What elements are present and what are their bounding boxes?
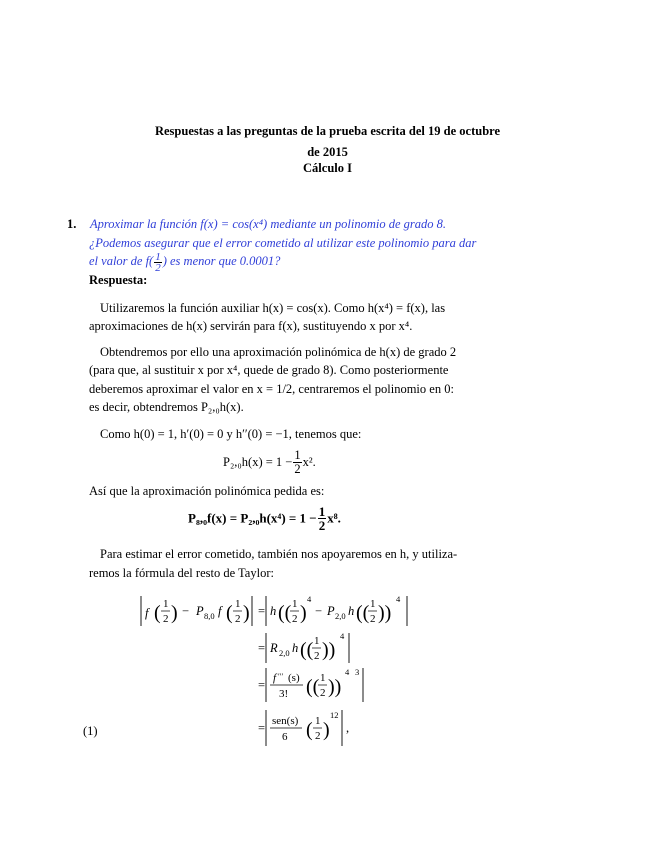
derivation-row-3 (258, 667, 363, 702)
question-line1: Aproximar la función f(x) = cos(x⁴) mediante un polinomio de grado 8. (90, 217, 447, 231)
svg-text:): ) (323, 719, 330, 741)
svg-text:): ) (300, 602, 307, 624)
error-derivation (130, 590, 430, 760)
taylor-equation (223, 449, 316, 476)
question-frac-den: 2 (155, 261, 161, 274)
svg-text:(: ( (226, 602, 233, 624)
derivation-row-2 (258, 631, 349, 663)
polynomial-equation (188, 505, 341, 532)
svg-text:((: (( (300, 639, 314, 661)
svg-text:1: 1 (320, 672, 326, 684)
svg-text:1: 1 (292, 598, 298, 610)
poly-frac-num: 1 (318, 504, 326, 519)
svg-text:1: 1 (315, 715, 321, 727)
poly-lhs: P₈,₀f(x) = P₂,₀h(x⁴) = 1 − (188, 510, 317, 526)
answer-label: Respuesta: (89, 273, 148, 287)
svg-text:=: = (258, 678, 266, 692)
svg-text:−: − (182, 604, 190, 618)
svg-text:4: 4 (340, 631, 345, 641)
svg-text:f: f (145, 606, 149, 620)
p1-line2: aproximaciones de h(x) servirán para f(x), sustituyendo x por x⁴. (89, 319, 413, 333)
svg-text:4: 4 (396, 594, 401, 604)
p2-line4: es decir, obtendremos P₂,₀h(x). (89, 400, 244, 414)
svg-text:P: P (196, 604, 204, 618)
svg-text:f: f (218, 604, 222, 618)
svg-text:2: 2 (235, 613, 241, 625)
svg-text:h: h (270, 604, 277, 618)
derivation-row-1 (141, 594, 407, 626)
equation-number: (1) (83, 724, 98, 738)
taylor-rhs: x². (302, 455, 316, 469)
p5-line1: Para estimar el error cometido, también nos apoyaremos en h, y utiliza- (100, 547, 458, 561)
svg-text:(: ( (154, 602, 161, 624)
svg-text:h: h (348, 604, 355, 618)
doc-title-line1: Respuestas a las preguntas de la prueba escrita del 19 de octubre (154, 124, 501, 138)
p3-line: Como h(0) = 1, h′(0) = 0 y h′′(0) = −1, tenemos que: (100, 427, 362, 441)
svg-text:1: 1 (235, 598, 241, 610)
svg-text:12: 12 (330, 710, 339, 720)
svg-text:((: (( (278, 602, 292, 624)
svg-text:′′′: ′′′ (278, 672, 284, 681)
question-line3-post: ) es menor que 0.0001? (162, 254, 281, 268)
derivation-row-4 (258, 710, 349, 746)
svg-text:2,0: 2,0 (279, 648, 290, 658)
p4-line: Así que la aproximación polinómica pedida es: (89, 484, 325, 498)
poly-frac-den: 2 (318, 518, 326, 533)
taylor-lhs: P₂,₀h(x) = 1 − (223, 455, 293, 469)
poly-rhs: x⁸. (327, 510, 341, 526)
doc-title-line2: de 2015 (307, 145, 348, 159)
svg-text:6: 6 (282, 731, 288, 743)
svg-text:,: , (346, 721, 350, 735)
svg-text:((: (( (356, 602, 370, 624)
svg-text:4: 4 (307, 594, 312, 604)
question-line3-pre: el valor de f( (89, 254, 154, 268)
svg-text:sen(s): sen(s) (272, 715, 299, 727)
taylor-fraction (293, 449, 301, 476)
taylor-frac-den: 2 (294, 462, 301, 476)
svg-text:1: 1 (163, 598, 169, 610)
question-half-fraction (154, 252, 162, 273)
p2-line2: (para que, al sustituir x por x⁴, quede de grado 8). Como posteriormente (89, 363, 449, 377)
p2-line1: Obtendremos por ello una aproximación polinómica de h(x) de grado 2 (100, 345, 457, 359)
p2-line3: deberemos aproximar el valor en x = 1/2, centraremos el polinomio en 0: (89, 382, 454, 396)
svg-text:2,0: 2,0 (335, 611, 346, 621)
svg-text:=: = (258, 604, 266, 618)
svg-text:h: h (292, 641, 299, 655)
p5-line2: remos la fórmula del resto de Taylor: (89, 566, 274, 580)
question-number: 1. (67, 217, 77, 231)
svg-text:2: 2 (163, 613, 169, 625)
svg-text:)): )) (322, 639, 336, 661)
svg-text:1: 1 (370, 598, 376, 610)
svg-text:1: 1 (314, 635, 320, 647)
svg-text:): ) (171, 602, 178, 624)
svg-text:−: − (315, 604, 323, 618)
svg-text:4: 4 (345, 667, 350, 677)
svg-text:=: = (258, 721, 266, 735)
svg-text:)): )) (328, 676, 342, 698)
svg-text:3!: 3! (279, 688, 289, 700)
svg-text:f: f (273, 672, 277, 684)
question-line2: ¿Podemos asegurar que el error cometido al utilizar este polinomio para dar (89, 236, 477, 250)
svg-text:((: (( (306, 676, 320, 698)
doc-subtitle: Cálculo I (303, 161, 352, 175)
svg-text:=: = (258, 641, 266, 655)
svg-text:)): )) (378, 602, 392, 624)
svg-text:P: P (327, 604, 335, 618)
svg-text:(: ( (306, 719, 313, 741)
svg-text:2: 2 (314, 650, 320, 662)
svg-text:2: 2 (320, 687, 326, 699)
svg-text:3: 3 (355, 667, 360, 677)
svg-text:2: 2 (292, 613, 298, 625)
svg-text:2: 2 (315, 730, 321, 742)
poly-fraction (318, 505, 327, 532)
p1-line1: Utilizaremos la función auxiliar h(x) = cos(x). Como h(x⁴) = f(x), las (100, 301, 446, 315)
svg-text:8,0: 8,0 (204, 611, 215, 621)
svg-text:): ) (243, 602, 250, 624)
svg-text:R: R (270, 641, 278, 655)
taylor-frac-num: 1 (294, 448, 301, 462)
question-frac-num: 1 (155, 250, 161, 263)
svg-text:(s): (s) (288, 672, 300, 684)
svg-text:2: 2 (370, 613, 376, 625)
